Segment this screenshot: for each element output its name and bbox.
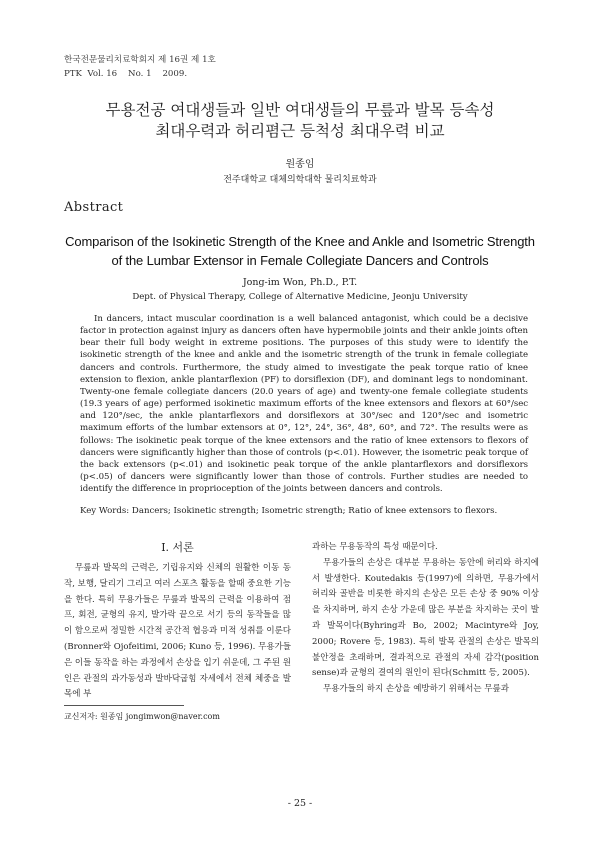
abstract-heading: Abstract <box>64 200 124 215</box>
corresponding-author-footnote: 교신저자: 원종임 jongimwon@naver.com <box>64 712 220 721</box>
korean-title <box>0 100 600 142</box>
footnote-divider <box>64 705 184 706</box>
page-number: - 25 - <box>287 798 313 809</box>
korean-title-line-1: 무용전공 여대생들과 일반 여대생들의 무릎과 발목 등속성 <box>105 101 495 119</box>
author-english: Jong-im Won, Ph.D., P.T. <box>242 277 358 288</box>
affiliation-english: Dept. of Physical Therapy, College of Alternative Medicine, Jeonju University <box>132 292 468 302</box>
body-column-left <box>64 540 291 703</box>
body-column-right <box>312 540 539 698</box>
intro-paragraph-continued: 과하는 무용동작의 특성 때문이다. <box>312 542 438 552</box>
affiliation-korean: 전주대학교 대체의학대학 물리치료학과 <box>223 175 377 185</box>
journal-header <box>64 53 216 81</box>
intro-paragraph-3: 무용가들의 하지 손상을 예방하기 위해서는 무릎과 <box>323 684 509 695</box>
abstract-body: In dancers, intact muscular coordination is a well balanced antagonist, which could be a decisive factor in protection against injury as dancers often have hypermobile joints and their ankle joints often bear their full body weight in extreme positions. The purposes of this study were to identify the isokinetic strength of the knee and ankle and the isometric strength of the trunk in female collegiate dancers and controls. Furthermore, the study aimed to investigate the peak torque ratio of knee extension to flexion, ankle plantarflexion (PF) to dorsiflexion (DF), and dominant legs to nondominant. Twenty-one female collegiate dancers (20.0 years of age) and twenty-one female collegiate students (19.3 years of age) performed isokinetic maximum efforts of the knee extensors and flexors at 60°/sec and 120°/sec, the ankle plantarflexors and dorsiflexors at 30°/sec and 120°/sec and isometric maximum efforts of the lumbar extensors at 0°, 12°, 24°, 36°, 48°, 60°, and 72°. The results were as follows: The isokinetic peak torque of the knee extensors and the ratio of knee extensors to flexors of dancers were significantly higher than those of controls (p<.01). However, the isometric peak torque of the back extensors (p<.01) and isokinetic peak torque of the ankle plantarflexors and dorsiflexors (p<.05) of dancers were significantly lower than those of controls. Further studies are needed to identify the difference in proprioception of the joints between dancers and controls. <box>80 314 528 495</box>
english-title-line-1: Comparison of the Isokinetic Strength of the Knee and Ankle and Isometric Strength <box>65 234 535 249</box>
journal-title-en: PTK Vol. 16 No. 1 2009. <box>64 69 188 79</box>
intro-paragraph-1: 무릎과 발목의 근력은, 기립유지와 신체의 원활한 이동 동작, 보행, 달리기 그리고 여러 스포츠 활동을 할때 중요한 기능을 한다. 특히 무용가들은 무릎과 발목의 근력을 이용하여 점프, 회전, 균형의 유지, 발가락 끝으로 서기 등의 동작들을 많이 함으로써 정밀한 시간적 공간적 협응과 미적 성취를 이룬다(Bronner와 Ojofeitimi, 2006; Kuno 등, 1996). 무용가들은 이들 동작을 하는 과정에서 손상을 입기 쉬운데, 그 주된 원인은 관절의 과가동성과 발바닥굽힘 자세에서 전체 체중을 발목에 부 <box>64 563 291 700</box>
section-heading-introduction: Ⅰ. 서론 <box>161 541 194 554</box>
intro-paragraph-2: 무용가들의 손상은 대부분 무용하는 동안에 허리와 하지에서 발생한다. Koutedakis 등(1997)에 의하면, 무용가에서 허리와 골반을 비롯한 하지의 손상은 모든 손상 중 90% 이상을 차지하며, 하지 손상 가운데 많은 부분을 차지하는 곳이 발과 발목이다(Byhring과 Bo, 2002; Macintyre와 Joy, 2000; Rovere 등, 1983). 특히 발목 관절의 손상은 발목의 불안정을 초래하며, 결과적으로 관절의 자세 감각(position sense)과 균형의 결여의 원인이 된다(Schmitt 등, 2005). <box>312 557 539 679</box>
english-title-line-2: of the Lumbar Extensor in Female Collegiate Dancers and Controls <box>111 253 489 268</box>
journal-title-ko: 한국전문물리치료학회지 제 16권 제 1호 <box>64 55 216 65</box>
korean-title-line-2: 최대우력과 허리폄근 등척성 최대우력 비교 <box>155 122 445 140</box>
keywords: Key Words: Dancers; Isokinetic strength; Isometric strength; Ratio of knee extensors to flexors. <box>80 506 498 516</box>
author-korean: 원종임 <box>285 159 315 170</box>
english-title <box>0 232 600 270</box>
